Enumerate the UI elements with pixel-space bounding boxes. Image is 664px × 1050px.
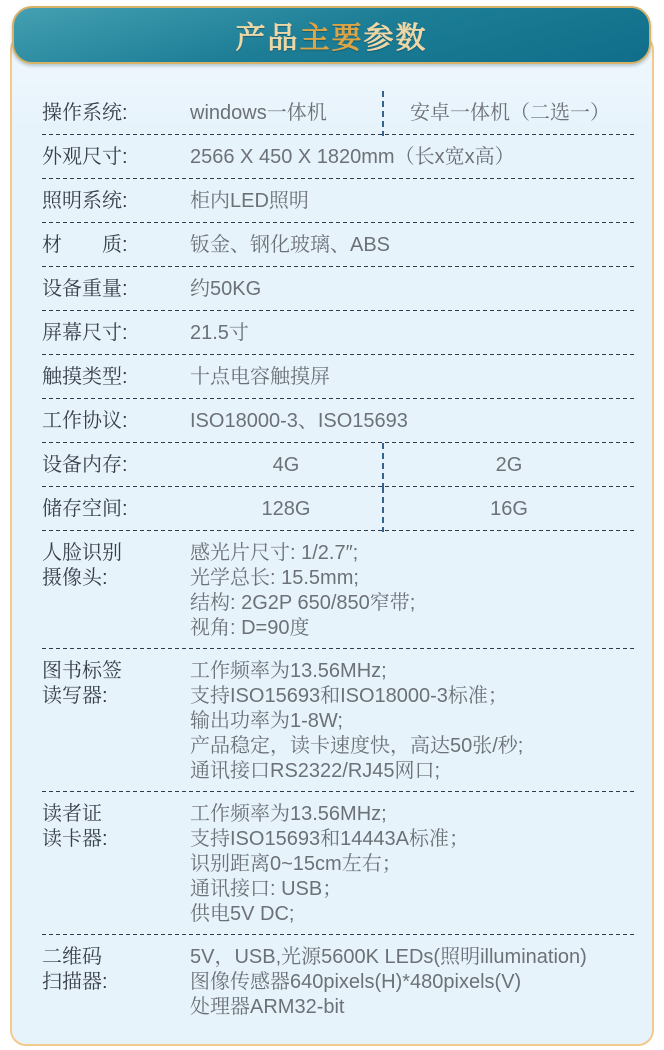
row-value-line: 通讯接口: USB；: [190, 878, 343, 900]
row-label-line: 图书标签: [42, 660, 122, 682]
row-label: [42, 145, 190, 170]
row-label-line: 扫描器:: [42, 971, 108, 993]
row-value-line: 5V，USB,光源5600K LEDs(照明illumination): [190, 946, 587, 968]
row-value-line: 工作频率为13.56MHz;: [190, 803, 387, 825]
spec-table: [12, 36, 652, 1028]
row-label-line: 读卡器:: [42, 828, 108, 850]
row-label-line: 设备内存:: [42, 453, 128, 476]
row-label-line: 照明系统:: [42, 189, 128, 212]
row-value-line: 视角: D=90度: [190, 617, 310, 639]
spec-row: [42, 267, 634, 311]
spec-row: [42, 649, 634, 792]
spec-row: [42, 223, 634, 267]
row-label-line: 屏幕尺寸:: [42, 321, 128, 344]
row-label: [42, 101, 190, 126]
row-value-right: 16G: [490, 497, 528, 520]
row-value-left: windows一体机: [190, 101, 327, 124]
row-value: 柜内LED照明: [190, 189, 309, 212]
spec-row: [42, 311, 634, 355]
row-value-line: 感光片尺寸: 1/2.7″;: [190, 542, 359, 564]
banner-title-part: 产品: [235, 22, 300, 55]
row-label: [42, 659, 190, 709]
row-label: [42, 802, 190, 852]
row-value: 2566 X 450 X 1820mm（长x宽x高）: [190, 145, 515, 168]
row-label-line: 工作协议:: [42, 409, 128, 432]
row-value-line: 处理器ARM32-bit: [190, 996, 345, 1018]
row-label-line: 摄像头:: [42, 567, 108, 589]
row-label-line: 操作系统:: [42, 101, 128, 124]
row-value-left: 128G: [261, 497, 311, 520]
row-label-line: 人脸识别: [42, 542, 122, 564]
spec-row: [42, 443, 634, 487]
row-value-left: 4G: [272, 453, 300, 476]
product-params-banner: [12, 6, 651, 64]
spec-panel: [10, 34, 654, 1046]
row-label: [42, 453, 190, 478]
row-value: 约50KG: [190, 277, 262, 300]
row-value-line: 图像传感器640pixels(H)*480pixels(V): [190, 971, 522, 993]
row-label-line: 储存空间:: [42, 497, 128, 520]
banner-title: [236, 13, 428, 57]
row-value: 十点电容触摸屏: [190, 365, 330, 388]
row-value-right: 安卓一体机（二选一）: [410, 101, 610, 124]
row-label: [42, 409, 190, 434]
row-value: [190, 541, 415, 641]
spec-row: [42, 399, 634, 443]
spec-row: [42, 792, 634, 935]
row-value-line: 输出功率为1-8W;: [190, 710, 343, 732]
spec-row: [42, 935, 634, 1028]
row-value-line: 支持ISO15693和14443A标准；: [190, 828, 470, 850]
row-value: 钣金、钢化玻璃、ABS: [190, 233, 391, 256]
row-value-line: 工作频率为13.56MHz;: [190, 660, 387, 682]
spec-row: [42, 355, 634, 399]
row-value-line: 支持ISO15693和ISO18000-3标准；: [190, 685, 508, 707]
banner-title-part: 参数: [363, 22, 428, 55]
row-value-line: 结构: 2G2P 650/850窄带;: [190, 592, 416, 614]
row-value: ISO18000-3、ISO15693: [190, 409, 408, 432]
row-label: [42, 945, 190, 995]
row-value-right: 2G: [495, 453, 523, 476]
spec-row: [42, 487, 634, 531]
row-label-line: 读者证: [42, 803, 102, 825]
row-value-line: 产品稳定，读卡速度快，高达50张/秒;: [190, 735, 524, 757]
row-label: [42, 365, 190, 390]
spec-row: [42, 91, 634, 135]
row-label-line: 读写器:: [42, 685, 108, 707]
banner-title-part: 主要: [299, 22, 364, 55]
row-label: [42, 233, 190, 258]
row-label: [42, 189, 190, 214]
row-value: [190, 659, 523, 784]
row-label: [42, 541, 190, 591]
row-value-line: 通讯接口RS2322/RJ45网口;: [190, 760, 441, 782]
row-label-line: 二维码: [42, 946, 102, 968]
row-value: [190, 945, 587, 1020]
row-label: [42, 321, 190, 346]
row-value-line: 供电5V DC;: [190, 903, 295, 925]
row-value: 21.5寸: [190, 321, 249, 344]
spec-row: [42, 135, 634, 179]
row-label-line: 设备重量:: [42, 277, 128, 300]
row-label-line: 触摸类型:: [42, 365, 128, 388]
spec-row: [42, 531, 634, 649]
row-label: [42, 497, 190, 522]
row-label-line: 材 质:: [42, 233, 128, 256]
row-value: [190, 802, 469, 927]
spec-row: [42, 179, 634, 223]
row-label-line: 外观尺寸:: [42, 145, 128, 168]
row-value-line: 识别距离0~15cm左右；: [190, 853, 402, 875]
row-value-line: 光学总长: 15.5mm;: [190, 567, 359, 589]
row-label: [42, 277, 190, 302]
